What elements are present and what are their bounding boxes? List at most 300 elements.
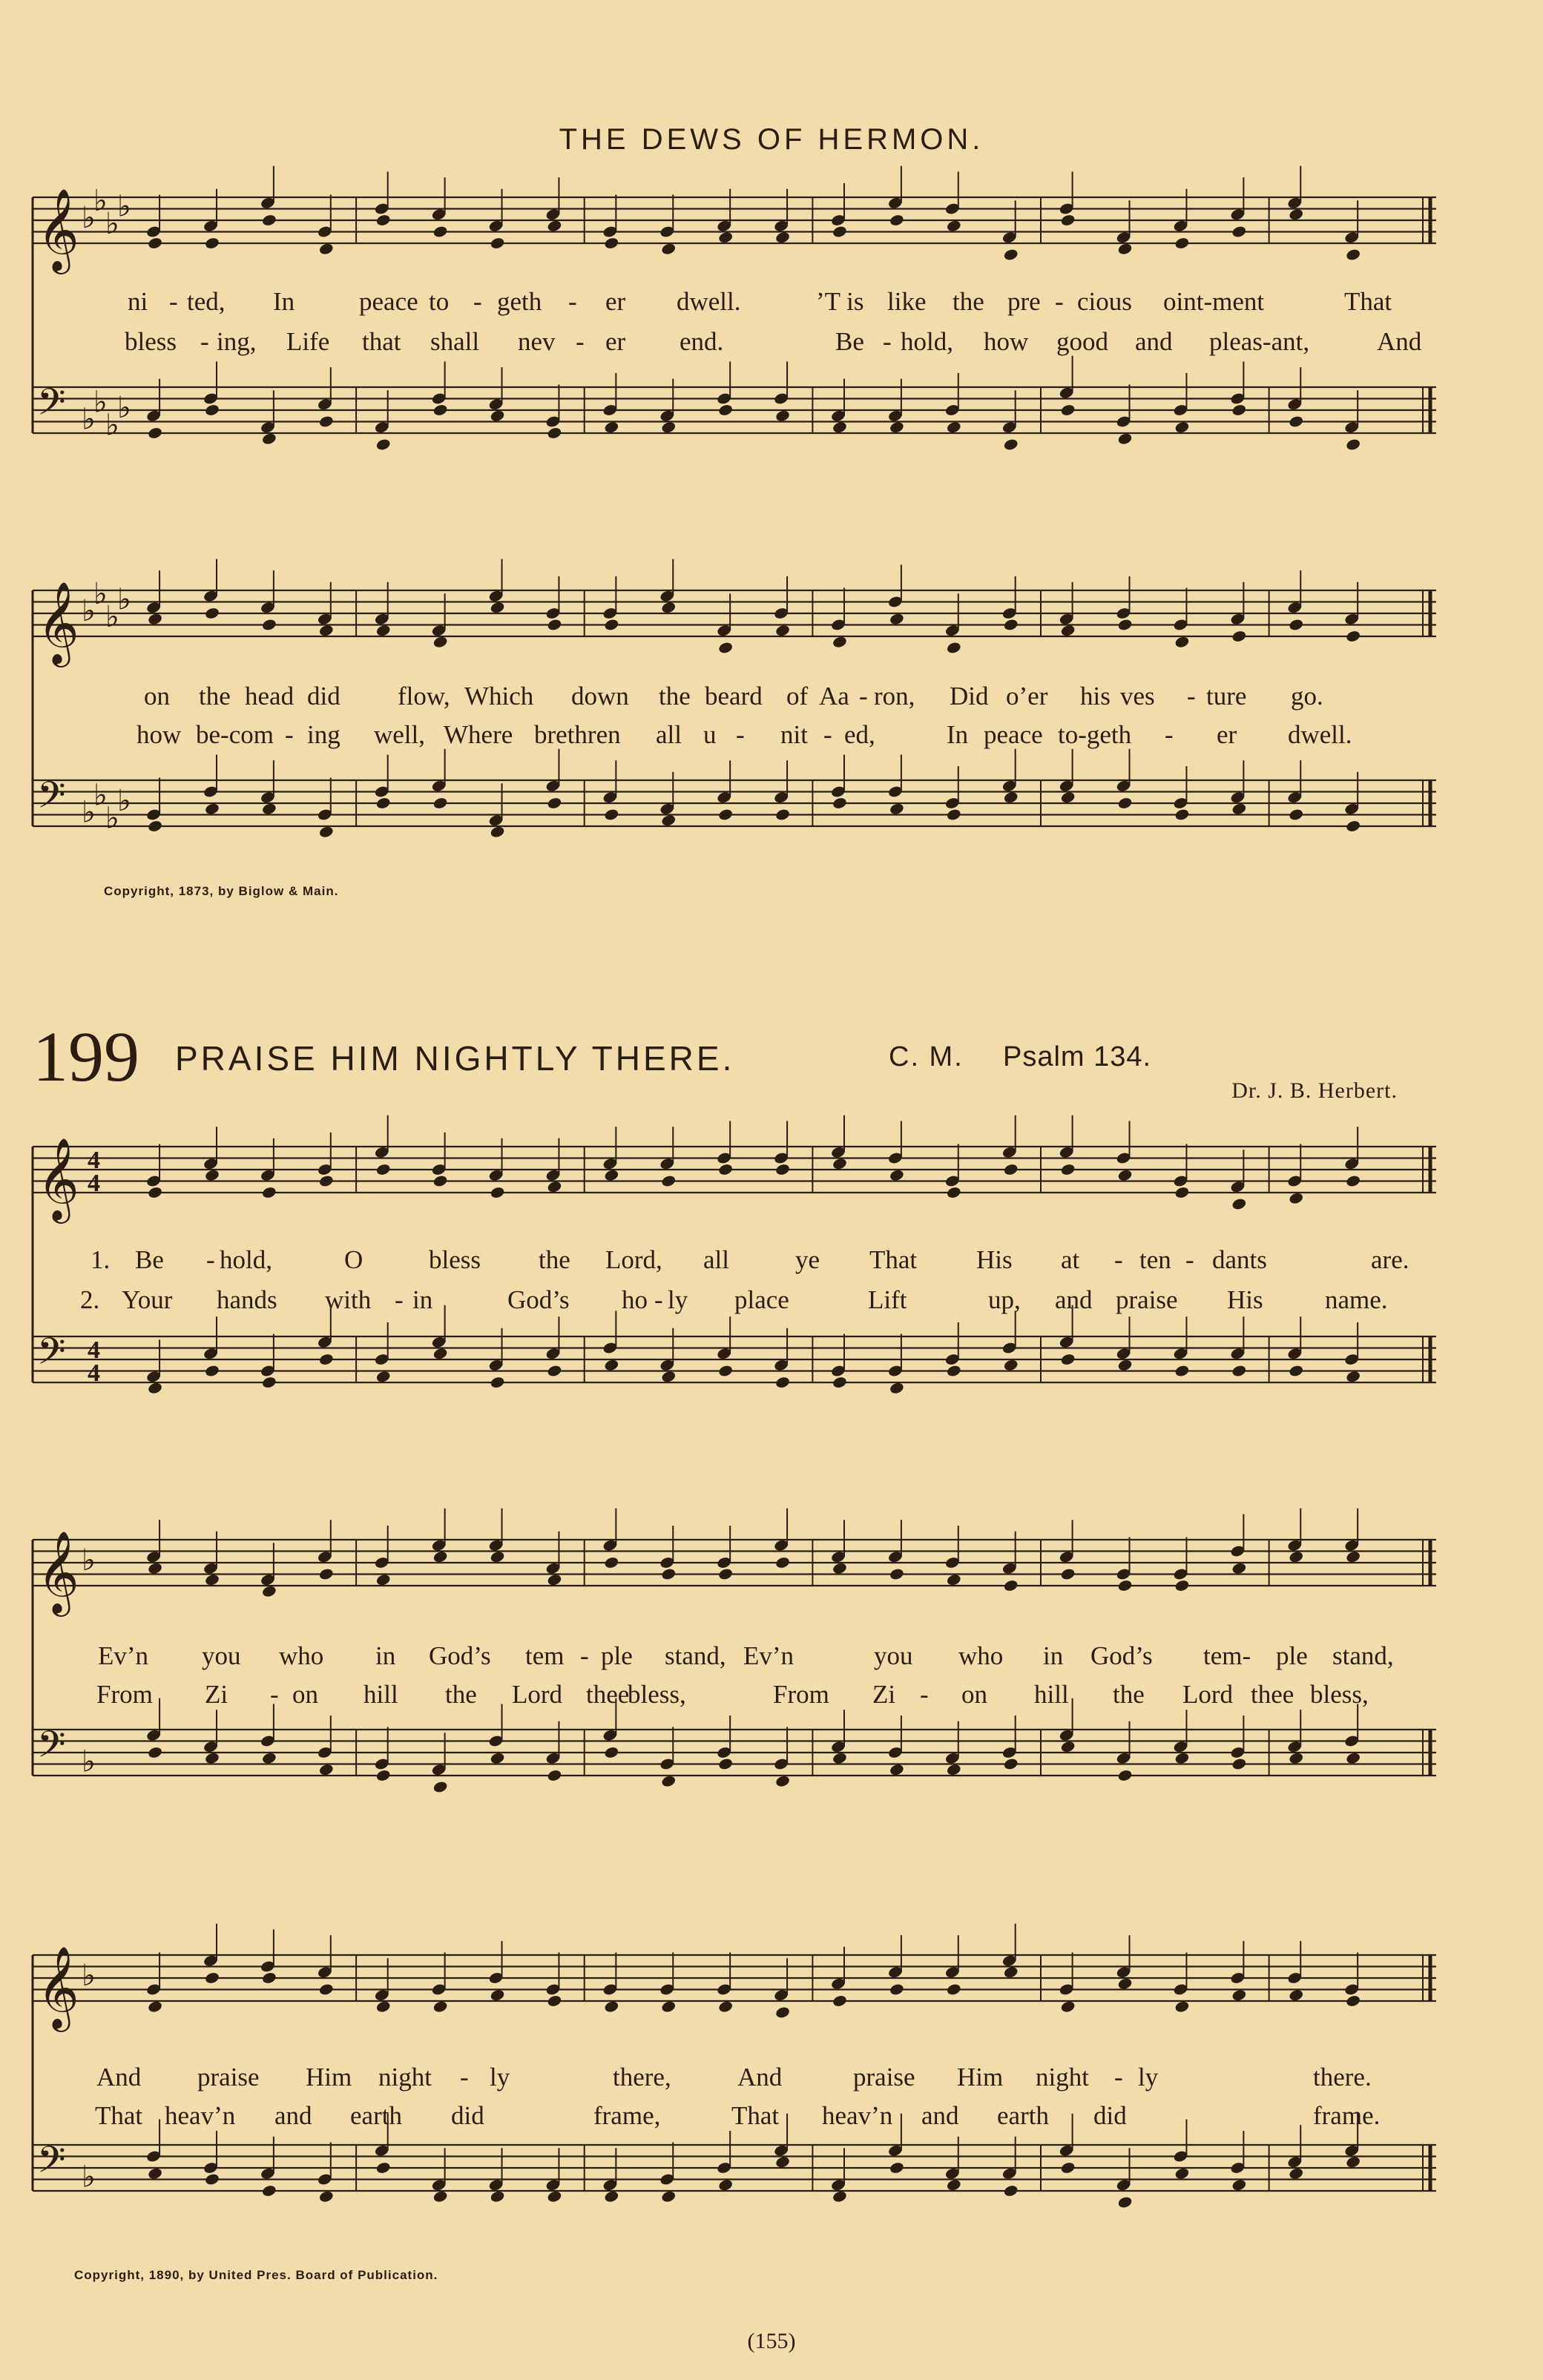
lyric-syllable: And — [1377, 327, 1422, 356]
lyric-syllable: ture — [1206, 682, 1247, 711]
note-head — [1117, 1977, 1133, 1991]
flat-icon: ♭ — [82, 402, 96, 437]
lyric-syllable: - — [1187, 682, 1196, 711]
lyric-syllable: - — [654, 1285, 663, 1314]
lyric-syllable: - — [1185, 1245, 1194, 1274]
note-head — [147, 237, 162, 250]
lyric-syllable: the — [199, 682, 231, 711]
note-head — [1117, 2195, 1133, 2209]
note-head — [490, 1988, 505, 2002]
note-head — [490, 409, 505, 423]
lyric-syllable: ni — [128, 287, 148, 316]
note-head — [318, 2190, 334, 2203]
lyric-syllable: nit — [780, 720, 808, 749]
note-head — [375, 438, 391, 451]
note-head — [1345, 630, 1361, 643]
note-head — [832, 1157, 847, 1170]
note-head — [774, 1556, 790, 1569]
note-head — [832, 1752, 847, 1765]
note-head — [604, 421, 619, 434]
lyric-syllable: at — [1061, 1245, 1080, 1274]
lyric-syllable: dwell. — [1288, 720, 1352, 749]
note-head — [147, 2000, 162, 2014]
note-head — [1231, 1988, 1247, 2002]
note-head — [490, 2190, 505, 2203]
note-head — [490, 1752, 505, 1765]
note-head — [432, 1780, 448, 1793]
note-head — [889, 802, 904, 816]
note-head — [261, 802, 277, 816]
note-head — [204, 802, 220, 816]
lyric-syllable: er — [605, 327, 626, 356]
lyric-syllable: - — [1165, 720, 1174, 749]
note-head — [204, 2172, 220, 2186]
lyric-syllable: That — [731, 2101, 780, 2130]
lyric-syllable: Be — [835, 327, 864, 356]
note-head — [261, 214, 277, 227]
lyric-syllable: In — [947, 720, 969, 749]
note-head — [432, 1550, 448, 1563]
note-head — [717, 1163, 733, 1176]
lyric-syllable: on — [292, 1680, 318, 1709]
lyric-syllable: the — [659, 682, 691, 711]
note-head — [1345, 438, 1361, 451]
lyric-syllable: heav’n — [165, 2101, 236, 2130]
note-head — [946, 1982, 961, 1996]
lyric-syllable: ten — [1139, 1245, 1171, 1274]
note-head — [1060, 1567, 1076, 1580]
note-head — [604, 1556, 619, 1569]
lyric-syllable: all — [656, 720, 682, 749]
note-head — [432, 2190, 448, 2203]
lyric-syllable: o’er — [1006, 682, 1048, 711]
note-head — [1345, 2155, 1361, 2169]
note-head — [547, 1573, 562, 1586]
lyric-syllable: there, — [613, 2063, 671, 2091]
lyric-syllable: 1. — [91, 1245, 111, 1274]
lyric-syllable: - — [580, 1641, 589, 1670]
note-head — [432, 403, 448, 417]
lyric-syllable: good — [1056, 327, 1108, 356]
lyric-syllable: ing, — [217, 327, 257, 356]
note-head — [604, 237, 619, 250]
flat-icon: ♭ — [82, 2160, 96, 2195]
lyric-syllable: er — [1217, 720, 1237, 749]
note-head — [946, 808, 961, 821]
lyric-syllable: in — [375, 1641, 396, 1670]
note-head — [490, 601, 505, 614]
note-head — [661, 2190, 677, 2203]
lyric-syllable: go. — [1291, 682, 1323, 711]
flat-icon: ♭ — [82, 201, 96, 235]
lyric-syllable: ho — [622, 1285, 648, 1314]
note-head — [717, 1364, 733, 1377]
note-head — [1231, 1562, 1247, 1575]
lyric-line-verse1 — [0, 679, 1543, 713]
note-head — [604, 2000, 619, 2014]
note-head — [661, 421, 677, 434]
lyric-syllable: how — [136, 720, 182, 749]
lyric-syllable: Ev’n — [98, 1641, 149, 1670]
lyric-syllable: - — [395, 1285, 404, 1314]
note-head — [1289, 1752, 1304, 1765]
lyric-syllable: Aa — [819, 682, 849, 711]
lyric-syllable: nev — [518, 327, 556, 356]
lyric-syllable: and — [274, 2101, 312, 2130]
composer-credit: Dr. J. B. Herbert. — [1231, 1078, 1398, 1103]
note-head — [490, 1186, 505, 1199]
note-head — [1174, 1579, 1190, 1592]
note-head — [1060, 2000, 1076, 2014]
lyric-syllable: From — [773, 1680, 829, 1709]
note-head — [375, 1769, 391, 1782]
note-head — [1174, 808, 1190, 821]
note-head — [661, 814, 677, 827]
note-head — [147, 820, 162, 833]
lyric-syllable: tem — [525, 1641, 565, 1670]
note-head — [889, 421, 904, 434]
note-head — [1174, 421, 1190, 434]
flat-icon: ♭ — [117, 391, 131, 425]
lyric-syllable: to-geth — [1058, 720, 1132, 749]
note-head — [1231, 802, 1247, 816]
running-title: THE DEWS OF HERMON. — [559, 123, 984, 156]
note-head — [661, 1775, 677, 1788]
note-head — [1060, 1740, 1076, 1753]
lyric-syllable: brethren — [534, 720, 621, 749]
lyric-syllable: God’s — [507, 1285, 570, 1314]
lyric-syllable: earth — [350, 2101, 402, 2130]
note-head — [1060, 1163, 1076, 1176]
treble-staff — [33, 166, 1436, 274]
flat-icon: ♭ — [105, 599, 119, 634]
lyric-syllable: Lift — [868, 1285, 907, 1314]
lyric-line-verse2 — [0, 325, 1543, 359]
lyric-syllable: hold, — [901, 327, 953, 356]
lyric-syllable: thee — [1251, 1680, 1294, 1709]
treble-clef-icon: 𝄞 — [37, 581, 79, 664]
page-number: (155) — [747, 2329, 796, 2353]
lyric-syllable: like — [887, 287, 927, 316]
note-head — [547, 1769, 562, 1782]
note-head — [261, 432, 277, 446]
lyric-syllable: His — [976, 1245, 1013, 1274]
lyric-syllable: Ev’n — [743, 1641, 794, 1670]
note-head — [1345, 1994, 1361, 2008]
treble-clef-icon: 𝄞 — [37, 1945, 79, 2028]
note-head — [547, 1180, 562, 1193]
lyric-syllable: Which — [464, 682, 534, 711]
bass-clef-icon: 𝄢 — [37, 1330, 66, 1382]
note-head — [889, 1982, 904, 1996]
lyric-syllable: cious — [1077, 287, 1132, 316]
note-head — [717, 1567, 733, 1580]
note-head — [1289, 208, 1304, 221]
lyric-syllable: ted, — [187, 287, 226, 316]
note-head — [547, 618, 562, 631]
lyric-syllable: bless — [429, 1245, 481, 1274]
note-head — [375, 1163, 391, 1176]
note-head — [1289, 808, 1304, 821]
lyric-syllable: - — [169, 287, 178, 316]
note-head — [432, 2000, 448, 2014]
note-head — [1231, 225, 1247, 238]
note-head — [1289, 415, 1304, 428]
note-head — [1117, 1169, 1133, 1182]
lyric-syllable: the — [539, 1245, 570, 1274]
note-head — [375, 1573, 391, 1586]
note-head — [889, 1763, 904, 1776]
lyric-syllable: ple — [1276, 1641, 1308, 1670]
note-head — [1345, 1550, 1361, 1563]
lyric-syllable: the — [953, 287, 984, 316]
lyric-syllable: 2. — [80, 1285, 100, 1314]
note-head — [774, 624, 790, 637]
note-head — [1289, 2167, 1304, 2180]
lyric-syllable: And — [96, 2063, 142, 2091]
note-head — [204, 1971, 220, 1985]
lyric-syllable: who — [279, 1641, 324, 1670]
lyric-syllable: Lord — [512, 1680, 563, 1709]
note-head — [832, 421, 847, 434]
copyright-notice: Copyright, 1890, by United Pres. Board of Publication. — [74, 2268, 438, 2282]
lyric-syllable: - — [1055, 287, 1064, 316]
note-head — [717, 231, 733, 244]
note-head — [375, 797, 391, 810]
lyric-syllable: who — [958, 1641, 1004, 1670]
lyric-syllable: the — [1113, 1680, 1145, 1709]
note-head — [432, 797, 448, 810]
lyric-syllable: And — [737, 2063, 783, 2091]
lyric-syllable: did — [1093, 2101, 1127, 2130]
flat-icon: ♭ — [93, 385, 108, 420]
lyric-syllable: Where — [444, 720, 513, 749]
note-head — [261, 1585, 277, 1598]
lyric-syllable: earth — [997, 2101, 1049, 2130]
lyric-syllable: how — [984, 327, 1029, 356]
note-head — [375, 214, 391, 227]
flat-icon: ♭ — [105, 206, 119, 241]
note-head — [1060, 403, 1076, 417]
lyric-syllable: Your — [122, 1285, 173, 1314]
lyric-syllable: beard — [705, 682, 763, 711]
note-head — [490, 1376, 505, 1389]
lyric-syllable: tem- — [1203, 1641, 1251, 1670]
lyric-syllable: frame, — [593, 2101, 661, 2130]
lyric-syllable: thee — [586, 1680, 630, 1709]
note-head — [375, 624, 391, 637]
lyric-syllable: - — [576, 327, 585, 356]
note-head — [717, 641, 733, 654]
note-head — [318, 1353, 334, 1366]
note-head — [717, 808, 733, 821]
note-head — [1060, 791, 1076, 804]
lyric-syllable: In — [273, 287, 295, 316]
note-head — [147, 1562, 162, 1575]
note-head — [717, 2178, 733, 2192]
lyric-syllable: ’T is — [816, 287, 864, 316]
note-head — [204, 1752, 220, 1765]
note-head — [717, 2000, 733, 2014]
flat-icon: ♭ — [105, 408, 119, 443]
note-head — [1174, 237, 1190, 250]
lyric-syllable: up, — [988, 1285, 1021, 1314]
lyric-syllable: - — [823, 720, 832, 749]
bass-staff — [33, 356, 1436, 452]
note-head — [832, 636, 847, 649]
note-head — [318, 1763, 334, 1776]
lyric-line-verse1 — [0, 2060, 1543, 2094]
note-head — [946, 1573, 961, 1586]
note-head — [318, 415, 334, 428]
bass-staff — [33, 1698, 1436, 1794]
lyric-syllable: on — [144, 682, 170, 711]
note-head — [604, 618, 619, 631]
note-head — [1289, 1988, 1304, 2002]
lyric-syllable: er — [605, 287, 626, 316]
note-head — [774, 1376, 790, 1389]
lyric-syllable: the — [445, 1680, 477, 1709]
note-head — [1345, 820, 1361, 833]
note-head — [490, 825, 505, 839]
note-head — [432, 1347, 448, 1360]
lyric-syllable: oint-ment — [1163, 287, 1265, 316]
note-head — [832, 2190, 847, 2203]
note-head — [204, 607, 220, 620]
note-head — [432, 225, 448, 238]
note-head — [261, 618, 277, 631]
note-head — [1231, 1757, 1247, 1770]
lyric-syllable: name. — [1325, 1285, 1388, 1314]
note-head — [946, 1186, 961, 1199]
flat-icon: ♭ — [82, 1744, 96, 1779]
lyric-syllable: Zi — [872, 1680, 896, 1709]
lyric-line-verse1 — [0, 1243, 1543, 1277]
lyric-syllable: hold, — [220, 1245, 272, 1274]
note-head — [432, 636, 448, 649]
lyric-syllable: ves — [1120, 682, 1155, 711]
lyric-syllable: well, — [374, 720, 426, 749]
lyric-syllable: praise — [197, 2063, 260, 2091]
note-head — [946, 1364, 961, 1377]
lyric-syllable: peace — [984, 720, 1043, 749]
lyric-syllable: O — [344, 1245, 363, 1274]
note-head — [946, 220, 961, 233]
note-head — [490, 1550, 505, 1563]
bass-clef-icon: 𝄢 — [37, 774, 66, 826]
note-head — [1174, 2000, 1190, 2014]
lyric-syllable: ing — [307, 720, 340, 749]
note-head — [1003, 1359, 1019, 1372]
lyric-syllable: From — [96, 1680, 153, 1709]
note-head — [1117, 797, 1133, 810]
note-head — [1174, 2167, 1190, 2180]
note-head — [661, 1370, 677, 1383]
note-head — [1174, 1364, 1190, 1377]
lyric-syllable: - — [206, 1245, 215, 1274]
note-head — [318, 624, 334, 637]
lyric-syllable: place — [734, 1285, 789, 1314]
note-head — [774, 2155, 790, 2169]
lyric-syllable: geth — [497, 287, 542, 316]
lyric-syllable: Lord, — [605, 1245, 662, 1274]
lyric-syllable: - — [1114, 1245, 1123, 1274]
lyric-syllable: God’s — [429, 1641, 491, 1670]
note-head — [261, 1752, 277, 1765]
note-head — [1003, 1965, 1019, 1979]
lyric-syllable: head — [245, 682, 295, 711]
lyric-syllable: Zi — [205, 1680, 228, 1709]
note-head — [147, 613, 162, 626]
lyric-syllable: That — [1344, 287, 1392, 316]
lyric-syllable: and — [1135, 327, 1173, 356]
bass-clef-icon: 𝄢 — [37, 380, 66, 433]
note-head — [147, 1382, 162, 1395]
note-head — [547, 1364, 562, 1377]
lyric-syllable: - — [1114, 2063, 1123, 2091]
note-head — [661, 1567, 677, 1580]
note-head — [1117, 432, 1133, 446]
note-head — [1289, 1364, 1304, 1377]
time-signature: 4 — [88, 1170, 100, 1197]
lyric-syllable: ed, — [844, 720, 875, 749]
note-head — [1231, 1197, 1247, 1210]
note-head — [1231, 2178, 1247, 2192]
bass-staff — [33, 1305, 1436, 1395]
note-head — [1060, 2161, 1076, 2175]
flat-icon: ♭ — [82, 1543, 96, 1578]
lyric-syllable: you — [874, 1641, 913, 1670]
note-head — [717, 403, 733, 417]
lyric-syllable: in — [1043, 1641, 1064, 1670]
lyric-syllable: - — [883, 327, 892, 356]
note-head — [1345, 1752, 1361, 1765]
note-head — [147, 1186, 162, 1199]
lyric-syllable: - — [200, 327, 209, 356]
lyric-syllable: all — [703, 1245, 729, 1274]
lyric-syllable: pre — [1007, 287, 1041, 316]
lyric-syllable: bless, — [628, 1680, 686, 1709]
note-head — [1289, 1550, 1304, 1563]
note-head — [832, 225, 847, 238]
note-head — [1003, 1163, 1019, 1176]
note-head — [147, 1746, 162, 1759]
lyric-syllable: ron, — [874, 682, 915, 711]
lyric-syllable: - — [568, 287, 577, 316]
lyric-syllable: - — [473, 287, 482, 316]
bass-clef-icon: 𝄢 — [37, 2138, 66, 2191]
note-head — [1003, 2184, 1019, 2198]
note-head — [547, 1994, 562, 2008]
note-head — [1345, 248, 1361, 261]
note-head — [1231, 630, 1247, 643]
note-head — [261, 1376, 277, 1389]
lyric-syllable: - — [736, 720, 745, 749]
lyric-syllable: Did — [950, 682, 989, 711]
note-head — [1345, 1174, 1361, 1187]
flat-icon: ♭ — [82, 795, 96, 830]
note-head — [318, 825, 334, 839]
lyric-syllable: are. — [1371, 1245, 1409, 1274]
note-head — [318, 1982, 334, 1996]
note-head — [261, 1186, 277, 1199]
note-head — [774, 1775, 790, 1788]
lyric-syllable: God’s — [1090, 1641, 1153, 1670]
lyric-line-verse1 — [0, 285, 1543, 319]
lyric-syllable: hands — [217, 1285, 277, 1314]
note-head — [1060, 624, 1076, 637]
note-head — [490, 237, 505, 250]
